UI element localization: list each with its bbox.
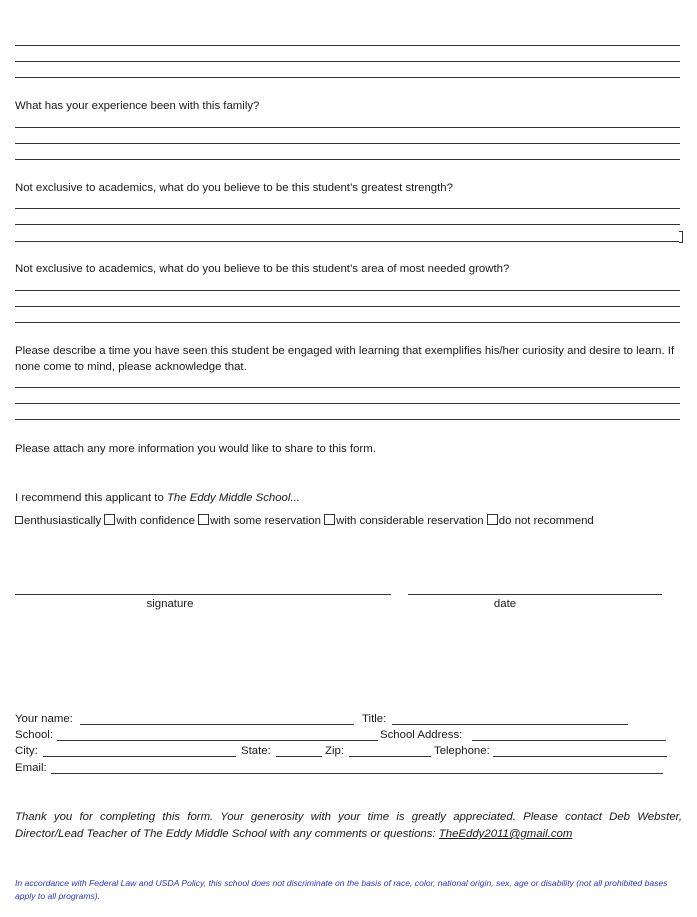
answer-line[interactable] xyxy=(15,159,680,160)
answer-line[interactable] xyxy=(15,224,680,225)
telephone-field[interactable] xyxy=(493,756,667,757)
school-field[interactable] xyxy=(57,740,378,741)
email-field[interactable] xyxy=(51,773,663,774)
answer-line[interactable] xyxy=(15,403,680,404)
city-label: City: xyxy=(15,745,38,757)
answer-line[interactable] xyxy=(15,306,680,307)
recommendation-statement xyxy=(15,490,300,506)
answer-line[interactable] xyxy=(15,208,680,209)
option-label: with considerable reservation xyxy=(336,515,484,527)
date-line[interactable] xyxy=(408,594,662,595)
thank-you-text: Thank you for completing this form. Your generosity with your time is greatly appreciated. Please contact Deb Webster, Director/Lead Teacher of The Eddy Middle School with any comments or questions: xyxy=(15,811,682,840)
state-label: State: xyxy=(241,745,271,757)
answer-line[interactable] xyxy=(15,61,680,62)
school-name: The Eddy Middle School xyxy=(166,492,291,504)
title-label: Title: xyxy=(362,713,387,725)
answer-line[interactable] xyxy=(15,387,680,388)
question-greatest-strength: Not exclusive to academics, what do you believe to be this student’s greatest strength? xyxy=(15,182,453,194)
bracket-mark xyxy=(679,231,683,243)
question-family-experience: What has your experience been with this family? xyxy=(15,100,260,112)
checkbox-enthusiastically[interactable] xyxy=(15,516,23,524)
school-label: School: xyxy=(15,729,53,741)
checkbox-do-not-recommend[interactable] xyxy=(487,514,498,525)
question-curiosity: Please describe a time you have seen this student be engaged with learning that exemplifies his/her curiosity and desire to learn. If none come to mind, please acknowledge that. xyxy=(15,345,675,373)
state-field[interactable] xyxy=(276,756,322,757)
city-field[interactable] xyxy=(43,756,236,757)
signature-label: signature xyxy=(146,598,194,610)
answer-line[interactable] xyxy=(15,290,680,291)
answer-line[interactable] xyxy=(15,127,680,128)
telephone-label: Telephone: xyxy=(434,745,490,757)
your-name-field[interactable] xyxy=(80,724,354,725)
answer-line[interactable] xyxy=(15,77,680,78)
nondiscrimination-notice: In accordance with Federal Law and USDA Policy, this school does not discriminate on the basis of race, color, national origin, sex, age or disability (not all prohibited bases apply to all programs). xyxy=(15,878,668,901)
attach-instruction: Please attach any more information you would like to share to this form. xyxy=(15,443,376,455)
answer-line[interactable] xyxy=(15,45,680,46)
zip-label: Zip: xyxy=(325,745,344,757)
option-label: with some reservation xyxy=(210,515,321,527)
contact-email-link[interactable]: TheEddy2011@gmail.com xyxy=(438,828,573,840)
checkbox-with-confidence[interactable] xyxy=(104,514,115,525)
answer-line[interactable] xyxy=(15,419,680,420)
recommendation-suffix: ... xyxy=(290,492,300,504)
thank-you-note xyxy=(15,809,682,843)
option-label: do not recommend xyxy=(498,515,594,527)
email-label: Email: xyxy=(15,762,47,774)
answer-line[interactable] xyxy=(15,143,680,144)
checkbox-some-reservation[interactable] xyxy=(198,514,209,525)
date-label: date xyxy=(493,598,517,610)
title-field[interactable] xyxy=(392,724,628,725)
option-label: enthusiastically xyxy=(24,515,102,527)
question-needed-growth: Not exclusive to academics, what do you believe to be this student’s area of most needed growth? xyxy=(15,263,510,275)
option-label: with confidence xyxy=(116,515,195,527)
recommendation-options xyxy=(15,513,594,529)
school-address-label: School Address: xyxy=(380,729,463,741)
signature-line[interactable] xyxy=(15,594,391,595)
answer-line[interactable] xyxy=(15,241,679,242)
recommendation-prefix: I recommend this applicant to xyxy=(15,492,167,504)
zip-field[interactable] xyxy=(349,756,431,757)
school-address-field[interactable] xyxy=(472,740,666,741)
answer-line[interactable] xyxy=(15,322,680,323)
your-name-label: Your name: xyxy=(15,713,73,725)
checkbox-considerable-reservation[interactable] xyxy=(324,514,335,525)
